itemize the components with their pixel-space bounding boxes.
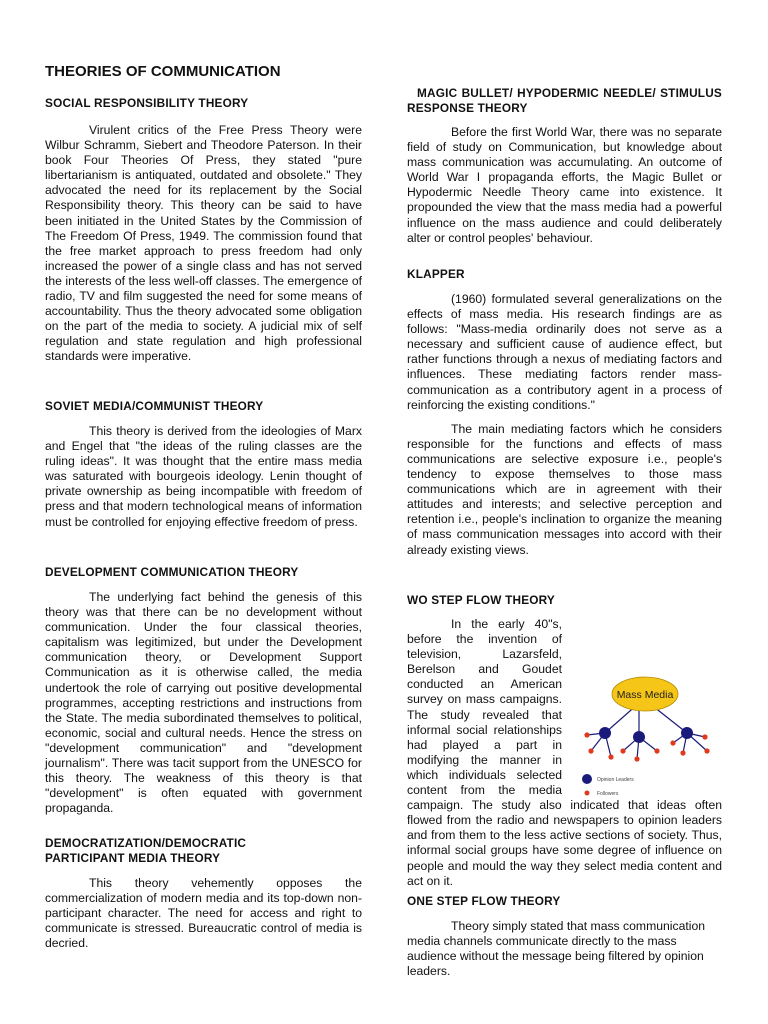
follower-node (588, 748, 593, 753)
follower-node (620, 748, 625, 753)
opinion-leaders (599, 727, 693, 743)
section-heading: WO STEP FLOW THEORY (407, 593, 555, 607)
follower-node (670, 740, 675, 745)
section-two-step-flow (407, 593, 722, 889)
follower-node (608, 754, 613, 759)
mass-media-figure (567, 673, 725, 803)
leader-node (681, 727, 693, 739)
follower-node (584, 732, 589, 737)
follower-node (704, 748, 709, 753)
legend-leader-swatch (582, 774, 592, 784)
legend-follower-swatch (585, 791, 590, 796)
section-magic-bullet (407, 86, 722, 246)
section-body: This theory is derived from the ideologies of Marx and Engel that "the ideas of the ruling classes are the ruling ideas". It was thought that the entire mass media was saturated with bourgeois ideology. Lenin thought of private ownership as being incompatible with freedom of press and that modern technological means of information must be controlled for enjoying effective freedom of press. (45, 424, 362, 529)
leader-node (599, 727, 611, 739)
section-body-2: The main mediating factors which he considers responsible for the functions and effects of mass communications are selective exposure i.e., people's tendency to expose themselves to those mass communications which are in agreement with their attitudes and interests; and selective perception and retention i.e., people's inclination to organize the meaning of mass communication messages into accord with their already existing views. (407, 421, 722, 557)
mass-media-diagram (567, 673, 725, 803)
section-heading: DEVELOPMENT COMMUNICATION THEORY (45, 565, 299, 579)
legend-leader-label: Opinion Leaders (597, 777, 634, 783)
leader-node (633, 731, 645, 743)
follower-node (680, 750, 685, 755)
section-body: (1960) formulated several generalizations on the effects of mass media. His research findings are as follows: "Mass-media ordinarily does not serve as a necessary and sufficient cause of audience effect, but rather functions through a nexus of mediating factors and influences. These mediating factors render mass-communication as a contributory agent in a process of reinforcing the existing conditions." (407, 292, 722, 412)
section-body: The underlying fact behind the genesis of this theory was that there can be no development without communication. Under the four classical theories, capitalism was legitimized, but under the Development communication theory, or Development Support Communication as it is otherwise called, the media undertook the role of carrying out positive developmental programmes, accepting restrictions and instructions from the State. The media subordinated themselves to political, economic, social and cultural needs. Hence the stress on "development communication" and "development journalism". There was tacit support from the UNESCO for this theory. The weakness of this theory is that "development" is often equated with government propaganda. (45, 590, 362, 816)
legend-follower-label: Followers (597, 791, 619, 797)
section-heading: DEMOCRATIZATION/DEMOCRATIC PARTICIPANT MEDIA THEORY (45, 836, 247, 865)
section-body: Theory simply stated that mass communication media channels communicate directly to the mass audience without the message being filtered by opinion leaders. (407, 919, 706, 979)
section-body: Before the first World War, there was no separate field of study on Communication, but knowledge about mass communication was accumulating. An outcome of World War I propaganda efforts, the Magic Bullet or Hypodermic Needle Theory came into existence. It propounded the view that the mass media had a powerful influence on the mass audience and could deliberately alter or control peoples' behaviour. (407, 125, 722, 245)
section-heading: ONE STEP FLOW THEORY (407, 894, 561, 908)
follower-node (634, 756, 639, 761)
section-soviet-media (45, 399, 362, 530)
section-body-text: In the early 40"s, before the invention of television, Lazarsfeld, Berelson and Goudet conducted an American survey on mass campaigns. The study revealed that informal social relationships had played a part in modifying the manner in which individuals selected content from the media campaign. The study also indicated that ideas often flowed from the radio and newspapers to opinion leaders and from them to the less active sections of society. Thus, informal social groups have some degree of influence on people and mould the way they select media content and act on it. (407, 617, 722, 888)
follower-node (702, 734, 707, 739)
mass-media-label: Mass Media (616, 689, 674, 701)
section-klapper (407, 267, 722, 558)
section-heading: KLAPPER (407, 267, 465, 281)
section-body: This theory vehemently opposes the commercialization of modern media and its top-down non-participant character. The need for access and right to communicate is stressed. Bureaucratic control of media is decried. (45, 876, 362, 951)
section-body: Virulent critics of the Free Press Theory were Wilbur Schramm, Siebert and Theodore Paterson. In their book Four Theories Of Press, they stated "pure libertarianism is antiquated, outdated and obsolete." They advocated the need for its replacement by the Social Responsibility theory. This theory can be said to have been initiated in the United States by the Commission of The Freedom Of Press, 1949. The commission found that the free market approach to press freedom had only increased the power of a single class and has not served the interests of the less well-off classes. The emergence of radio, TV and film suggested the need for some means of accountability. Thus the theory advocated some obligation on the part of the media to society. A judicial mix of self regulation and state regulation and high professional standards were imperative. (45, 123, 362, 364)
page-title: THEORIES OF COMMUNICATION (45, 63, 281, 80)
section-one-step-flow (407, 894, 722, 979)
section-heading: MAGIC BULLET/ HYPODERMIC NEEDLE/ STIMULUS RESPONSE THEORY (407, 86, 722, 115)
follower-node (654, 748, 659, 753)
section-heading: SOVIET MEDIA/COMMUNIST THEORY (45, 399, 264, 413)
section-heading: SOCIAL RESPONSIBILITY THEORY (45, 96, 249, 110)
section-social-responsibility (45, 96, 362, 365)
section-development-communication (45, 565, 362, 816)
section-democratic-participant (45, 836, 362, 951)
